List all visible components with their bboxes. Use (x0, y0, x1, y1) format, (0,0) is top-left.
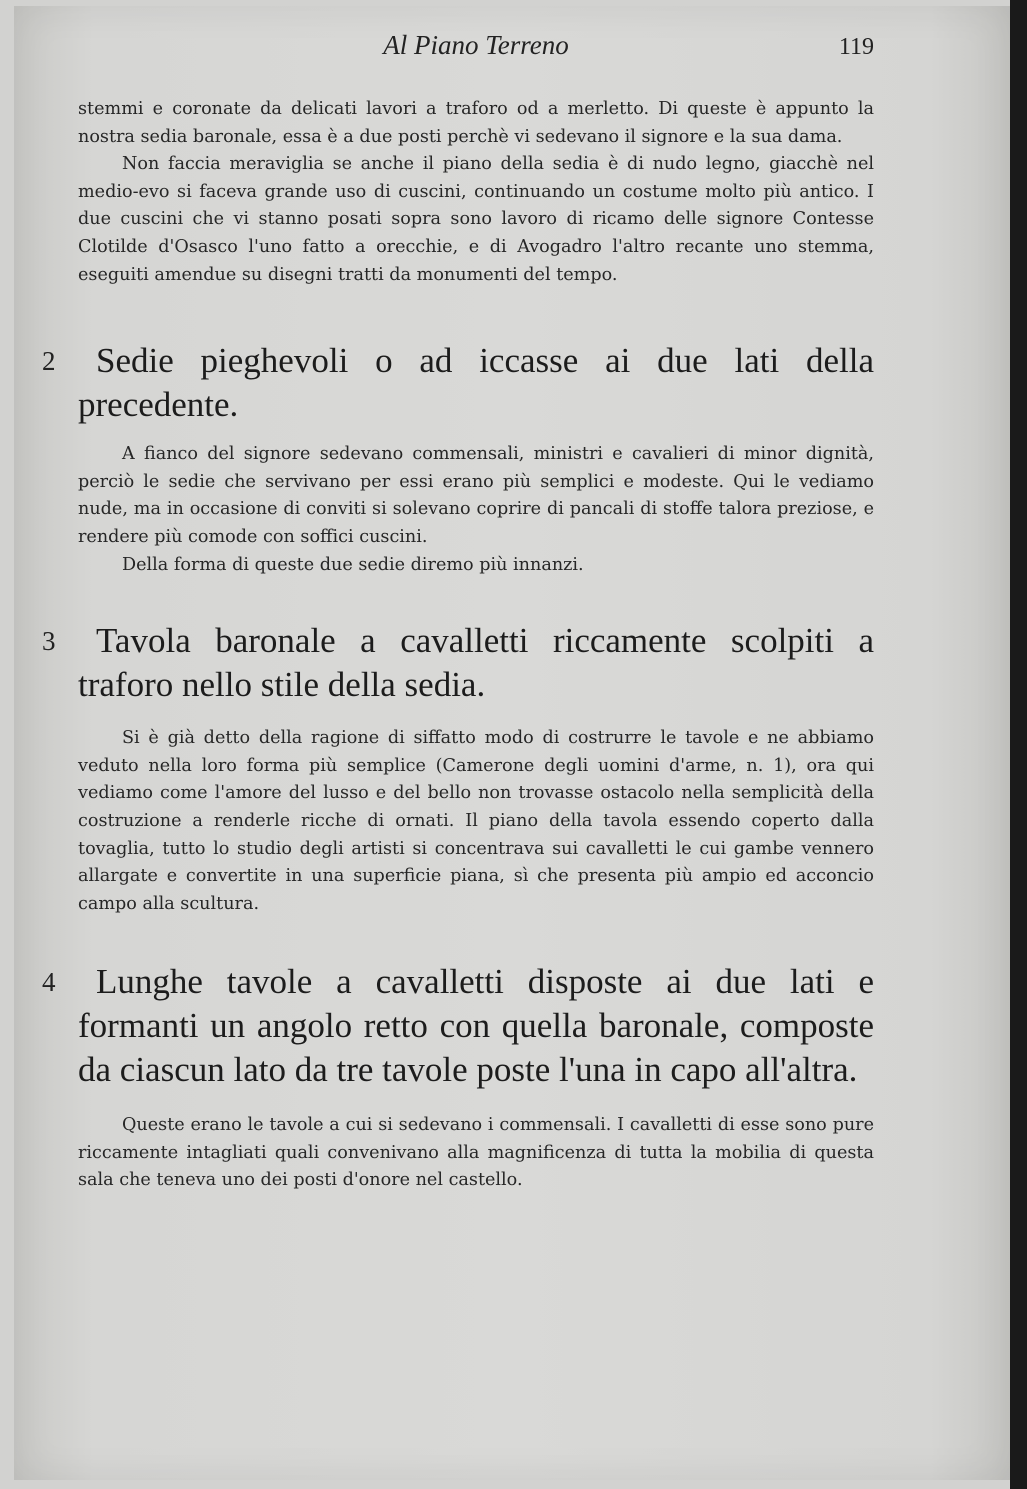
intro-paragraph-1: stemmi e coronate da delicati lavori a traforo od a merletto. Di queste è appunto la nostra sedia baronale, essa è a due posti perchè vi sedevano il signore e la sua dama. (78, 99, 874, 147)
item-number: 4 (42, 967, 56, 998)
page-body (42, 96, 874, 1195)
item-heading: Tavola baronale a cavalletti riccamente scolpiti a traforo nello stile della sedia. (78, 621, 874, 705)
page-number: 119 (838, 34, 874, 60)
item-paragraph: Queste erano le tavole a cui si sedevano i commensali. I cavalletti di esse sono pure riccamente intagliati quali convenivano alla magnificenza di tutta la mobilia di questa sala che teneva uno dei posti d'onore nel castello. (78, 1115, 874, 1191)
item-heading: Lunghe tavole a cavalletti disposte ai due lati e formanti un angolo retto con quella baronale, composte da ciascun lato da tre tavole poste l'una in capo all'altra. (78, 962, 874, 1090)
item-4 (42, 960, 874, 1195)
item-number: 3 (42, 626, 56, 657)
running-title: Al Piano Terreno (383, 30, 569, 60)
item-heading: Sedie pieghevoli o ad iccasse ai due lati della precedente. (78, 341, 874, 425)
item-2 (42, 339, 874, 579)
item-3 (42, 619, 874, 918)
item-paragraph: A fianco del signore sedevano commensali, ministri e cavalieri di minor dignità, perciò le sedie che servivano per essi erano più semplici e modeste. Qui le vediamo nude, ma in occasione di conviti si solevano coprire di pancali di stoffe talora preziose, e rendere più comode con soffici cuscini. (78, 444, 874, 547)
item-paragraph: Si è già detto della ragione di siffatto modo di costrurre le tavole e ne abbiamo veduto nella loro forma più semplice (Camerone degli uomini d'arme, n. 1), ora qui vediamo come l'amore del lusso e del bello non trovasse ostacolo nella semplicità della costruzione a renderle ricche di ornati. Il piano della tavola essendo coperto dalla tovaglia, tutto lo studio degli artisti si concentrava sui cavalletti le cui gambe vennero allargate e convertite in una superficie piana, sì che presenta più ampio ed acconcio campo alla scultura. (78, 728, 874, 914)
intro-paragraph-2: Non faccia meraviglia se anche il piano della sedia è di nudo legno, giacchè nel medio-evo si faceva grande uso di cuscini, continuando un costume molto più antico. I due cuscini che vi stanno posati sopra sono lavoro di ricamo delle signore Contesse Clotilde d'Osasco l'uno fatto a orecchie, e di Avogadro l'altro recante uno stemma, eseguiti amendue su disegni tratti da monumenti del tempo. (78, 154, 874, 285)
item-number: 2 (42, 346, 56, 377)
scan-border (1010, 0, 1027, 1489)
item-paragraph: Della forma di queste due sedie diremo più innanzi. (122, 554, 584, 575)
page-header (78, 30, 874, 70)
